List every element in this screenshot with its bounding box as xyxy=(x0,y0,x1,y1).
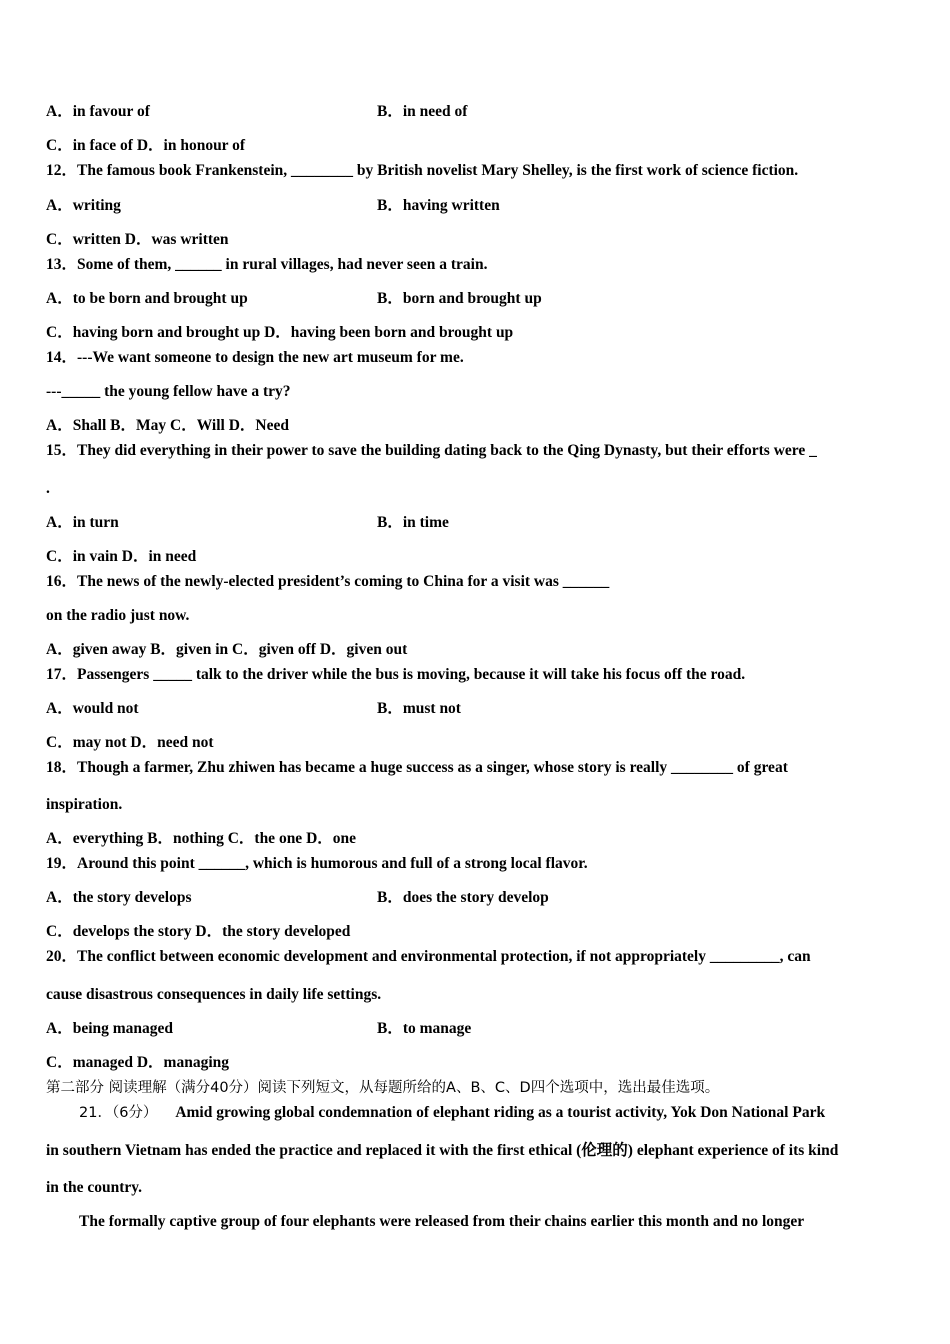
q17-stem: 17．Passengers _____ talk to the driver while the bus is moving, because it will take his focus off the road. xyxy=(46,666,746,683)
q20-options-cd: C．managed D．managing xyxy=(46,1054,230,1071)
q12-stem: 12．The famous book Frankenstein, ________ by British novelist Mary Shelley, is the first work of science fiction. xyxy=(46,162,799,179)
q13-stem: 13．Some of them, ______ in rural villages, had never seen a train. xyxy=(46,256,488,273)
q20-option-a: A．being managed xyxy=(46,1020,174,1037)
q21-line-3: in the country. xyxy=(46,1179,143,1196)
q17-option-b: B．must not xyxy=(377,700,461,717)
q15-option-b: B．in time xyxy=(377,514,449,531)
q12-option-a: A．writing xyxy=(46,197,121,214)
q12-options-cd: C．written D．was written xyxy=(46,231,229,248)
q21-text-1: Amid growing global condemnation of elephant riding as a tourist activity, Yok Don National Park xyxy=(175,1104,826,1121)
q19-stem: 19．Around this point ______, which is humorous and full of a strong local flavor. xyxy=(46,855,588,872)
q12-option-b: B．having written xyxy=(377,197,500,214)
q19-option-a: A．the story develops xyxy=(46,889,192,906)
q11-option-a: A．in favour of xyxy=(46,103,150,120)
q18-stem: 18．Though a farmer, Zhu zhiwen has became a huge success as a singer, whose story is really ________ of great xyxy=(46,759,788,776)
q15-stem: 15．They did everything in their power to save the building dating back to the Qing Dynasty, but their efforts were _ xyxy=(46,442,817,459)
q15-option-a: A．in turn xyxy=(46,514,119,531)
q20-stem-cont: cause disastrous consequences in daily life settings. xyxy=(46,986,382,1003)
q18-stem-cont: inspiration. xyxy=(46,796,123,813)
q19-option-b: B．does the story develop xyxy=(377,889,549,906)
q11-option-b: B．in need of xyxy=(377,103,468,120)
q21-line-1 xyxy=(79,1103,825,1123)
q16-stem-cont: on the radio just now. xyxy=(46,607,190,624)
q20-option-b: B．to manage xyxy=(377,1020,472,1037)
q17-option-a: A．would not xyxy=(46,700,139,717)
part2-heading: 第二部分 阅读理解（满分40分）阅读下列短文，从每题所给的A、B、C、D四个选项中，选出最佳选项。 xyxy=(46,1080,720,1096)
q21-paragraph-2: The formally captive group of four elephants were released from their chains earlier this month and no longer xyxy=(79,1213,805,1230)
q18-options: A．everything B．nothing C．the one D．one xyxy=(46,830,357,847)
q11-options-cd: C．in face of D．in honour of xyxy=(46,137,246,154)
q16-stem: 16．The news of the newly-elected president’s coming to China for a visit was ______ xyxy=(46,573,610,590)
q14-options: A．Shall B．May C．Will D．Need xyxy=(46,417,289,434)
q15-stem-cont: . xyxy=(46,480,50,497)
q19-options-cd: C．develops the story D．the story developed xyxy=(46,923,351,940)
q14-reply: ---_____ the young fellow have a try? xyxy=(46,383,291,400)
q17-options-cd: C．may not D．need not xyxy=(46,734,214,751)
q13-option-a: A．to be born and brought up xyxy=(46,290,248,307)
q15-options-cd: C．in vain D．in need xyxy=(46,548,197,565)
q13-option-b: B．born and brought up xyxy=(377,290,542,307)
q20-stem: 20．The conflict between economic development and environmental protection, if not appropriately _________, can xyxy=(46,948,811,965)
q13-options-cd: C．having born and brought up D．having been born and brought up xyxy=(46,324,514,341)
q14-stem: 14．---We want someone to design the new art museum for me. xyxy=(46,349,464,366)
q21-number: 21．（6分） xyxy=(79,1105,158,1121)
q16-options: A．given away B．given in C．given off D．given out xyxy=(46,641,408,658)
q21-line-2: in southern Vietnam has ended the practice and replaced it with the first ethical (伦理的) elephant experience of its kind xyxy=(46,1142,839,1159)
